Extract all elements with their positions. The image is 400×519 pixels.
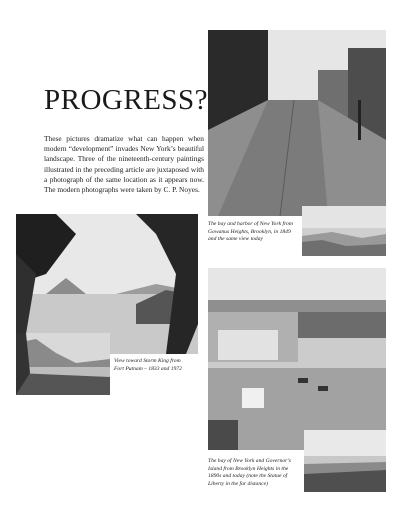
storm-king-painting xyxy=(16,333,110,395)
governors-island-painting xyxy=(304,430,386,492)
governors-island-photo xyxy=(208,268,386,450)
page-title: PROGRESS? xyxy=(44,84,209,116)
caption-gowanus: The bay and harbor of New York from Gowanus Heights, Brooklyn, in 1849 and the same view today xyxy=(208,221,293,243)
caption-governors-island: The bay of New York and Governor’s Island from Brooklyn Heights in the 1890s and today (note the Statue of Liberty in the far distance) xyxy=(208,458,291,487)
street-photo xyxy=(208,30,386,216)
gowanus-painting xyxy=(302,206,386,256)
intro-paragraph: These pictures dramatize what can happen when modern “development” invades New York’s beautiful landscape. Three of the nineteenth-century paintings illustrated in the preceding article are juxtaposed with a photograph of the same location as it appears now. The modern photographs were taken by C. P. Noyes. xyxy=(44,134,204,195)
caption-storm-king: View toward Storm King from Fort Putnam – 1833 and 1972 xyxy=(114,358,182,372)
